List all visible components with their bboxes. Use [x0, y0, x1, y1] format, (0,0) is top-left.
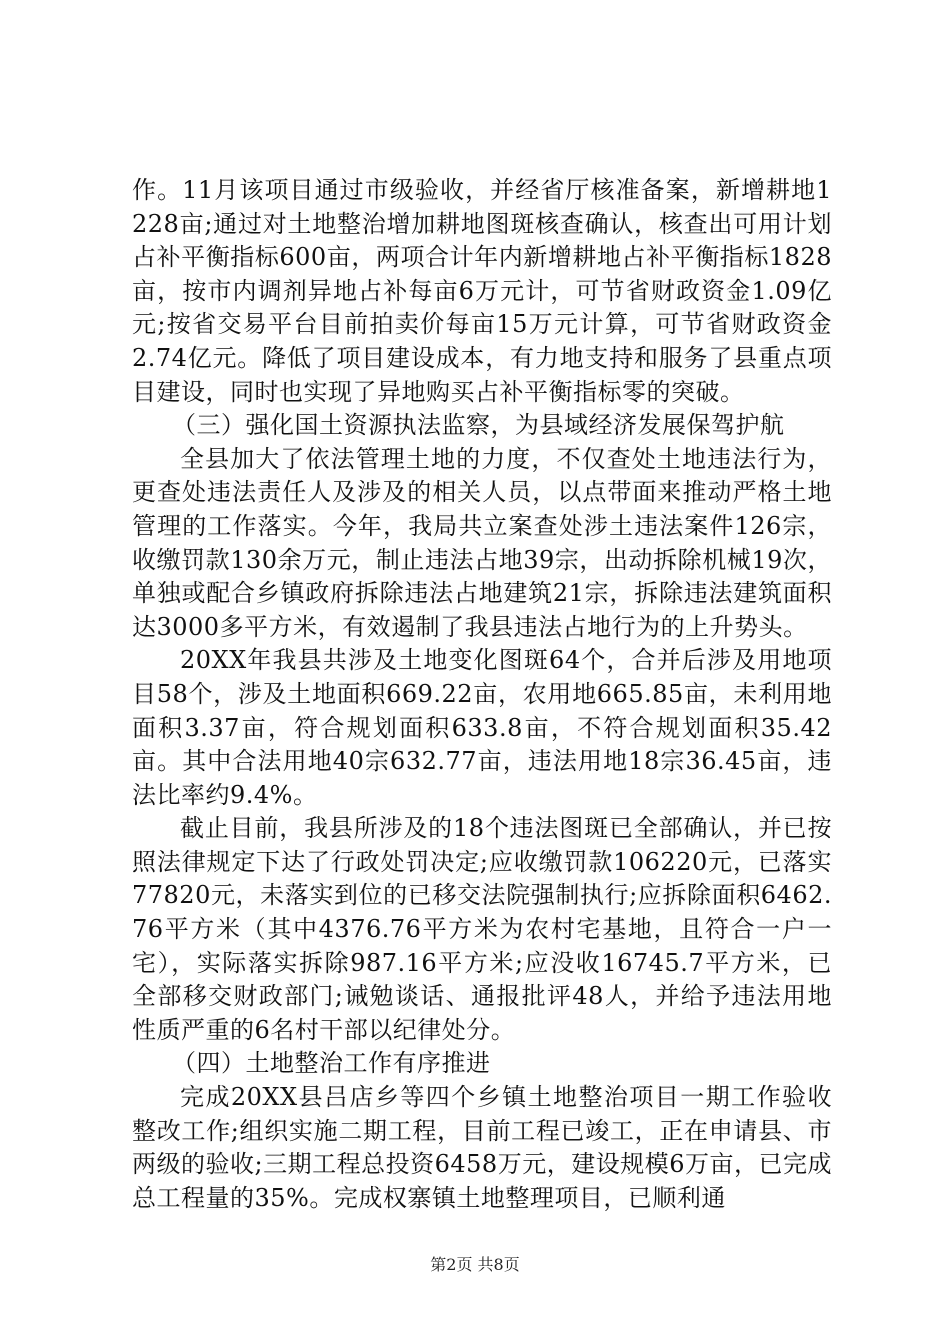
paragraph-enforcement: 全县加大了依法管理土地的力度，不仅查处土地违法行为，更查处违法责任人及涉及的相关人员，以点带面来推动严格土地管理的工作落实。今年，我局共立案查处涉土违法案件126宗，收缴罚款130余万元，制止违法占地39宗，出动拆除机械19次，单独或配合乡镇政府拆除违法占地建筑21宗，拆除违法建筑面积达3000多平方米，有效遏制了我县违法占地行为的上升势头。: [132, 444, 832, 641]
paragraph-penalties: 截止目前，我县所涉及的18个违法图斑已全部确认，并已按照法律规定下达了行政处罚决定;应收缴罚款106220元，已落实77820元，未落实到位的已移交法院强制执行;应拆除面积6462.76平方米（其中4376.76平方米为农村宅基地，且符合一户一宅），实际落实拆除987.16平方米;应没收16745.7平方米，已全部移交财政部门;诫勉谈话、通报批评48人，并给予违法用地性质严重的6名村干部以纪律处分。: [132, 814, 832, 1044]
paragraph-land-remediation: 完成20XX县吕店乡等四个乡镇土地整治项目一期工作验收整改工作;组织实施二期工程，目前工程已竣工，正在申请县、市两级的验收;三期工程总投资6458万元，建设规模6万亩，已完成总工程量的35%。完成权寨镇土地整理项目，已顺利通: [132, 1083, 832, 1212]
section-heading-3: （三）强化国土资源执法监察，为县域经济发展保驾护航: [172, 411, 785, 440]
document-body: [132, 174, 832, 1215]
page-number-footer: 第2页 共8页: [430, 1255, 520, 1274]
section-heading-4: （四）土地整治工作有序推进: [172, 1049, 491, 1078]
paragraph-land-statistics: 20XX年我县共涉及土地变化图斑64个，合并后涉及用地项目58个，涉及土地面积669.22亩，农用地665.85亩，未利用地面积3.37亩，符合规划面积633.8亩，不符合规划面积35.42亩。其中合法用地40宗632.77亩，违法用地18宗36.45亩，违法比率约9.4%。: [132, 646, 832, 809]
paragraph-continuation: 作。11月该项目通过市级验收，并经省厅核准备案，新增耕地1228亩;通过对土地整治增加耕地图斑核查确认，核查出可用计划占补平衡指标600亩，两项合计年内新增耕地占补平衡指标1828亩，按市内调剂异地占补每亩6万元计，可节省财政资金1.09亿元;按省交易平台目前拍卖价每亩15万元计算，可节省财政资金2.74亿元。降低了项目建设成本，有力地支持和服务了县重点项目建设，同时也实现了异地购买占补平衡指标零的突破。: [132, 176, 832, 406]
